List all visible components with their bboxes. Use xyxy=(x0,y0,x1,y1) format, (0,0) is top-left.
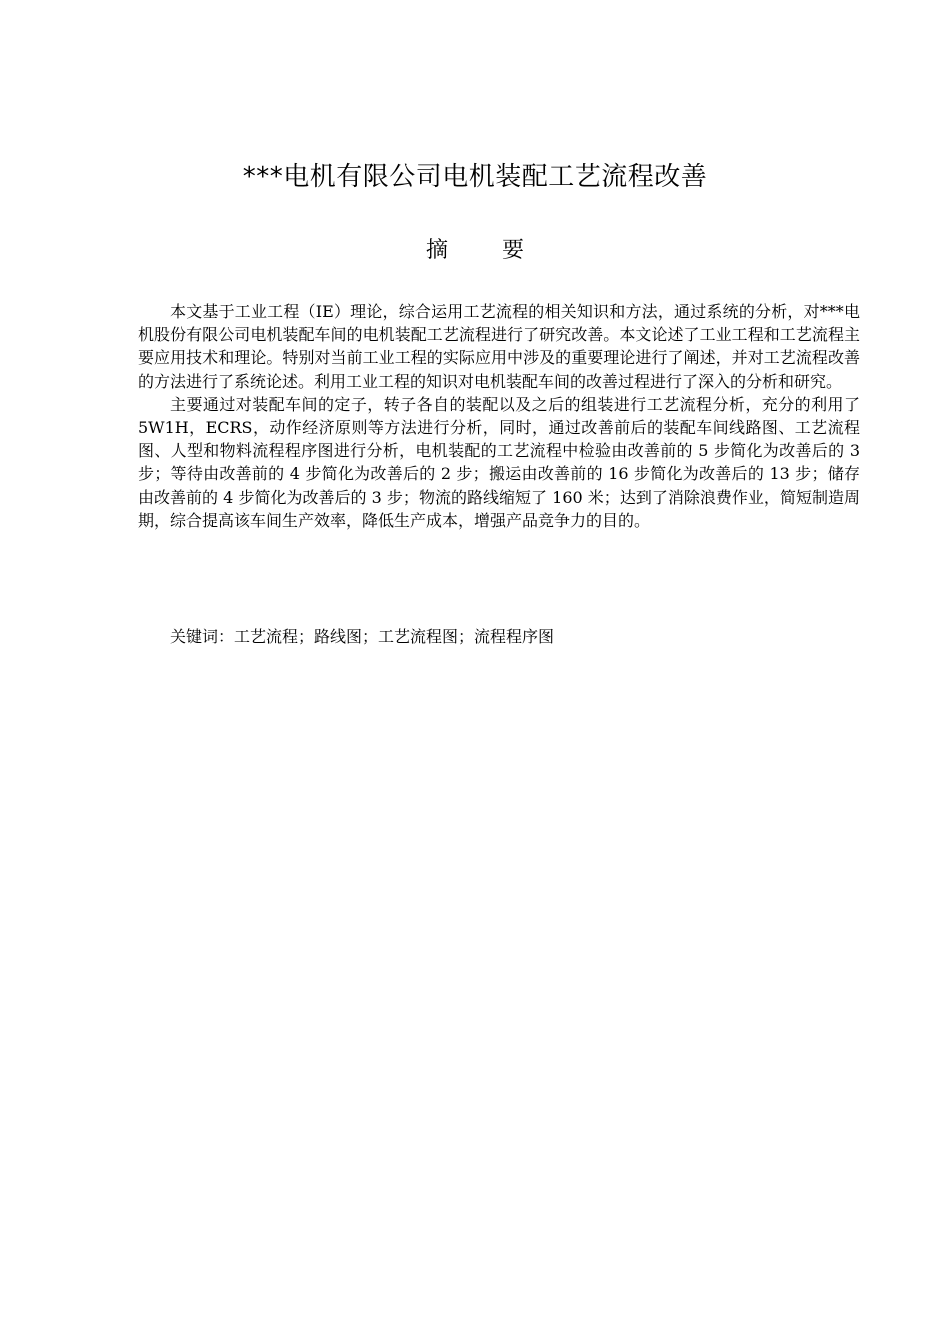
abstract-body xyxy=(138,300,860,532)
abstract-heading-char-1: 摘 xyxy=(425,238,448,263)
abstract-heading xyxy=(0,234,950,268)
keywords-line: 关键词：工艺流程；路线图；工艺流程图；流程程序图 xyxy=(170,627,555,646)
document-title: ***电机有限公司电机装配工艺流程改善 xyxy=(242,162,708,192)
abstract-paragraph-2: 主要通过对装配车间的定子，转子各自的装配以及之后的组装进行工艺流程分析，充分的利用了 5W1H，ECRS，动作经济原则等方法进行分析，同时，通过改善前后的装配车间线路图、工艺流程图、人型和物料流程程序图进行分析，电机装配的工艺流程中检验由改善前的 5 步简化为改善后的 3 步；等待由改善前的 4 步简化为改善后的 2 步；搬运由改善前的 16 步简化为改善后的 13 步；储存由改善前的 4 步简化为改善后的 3 步；物流的路线缩短了 160 米；达到了消除浪费作业，简短制造周期，综合提高该车间生产效率，降低生产成本，增强产品竞争力的目的。 xyxy=(138,394,860,530)
abstract-paragraph-1: 本文基于工业工程（IE）理论，综合运用工艺流程的相关知识和方法，通过系统的分析，对***电机股份有限公司电机装配车间的电机装配工艺流程进行了研究改善。本文论述了工业工程和工艺流程主要应用技术和理论。特别对当前工业工程的实际应用中涉及的重要理论进行了阐述，并对工艺流程改善的方法进行了系统论述。利用工业工程的知识对电机装配车间的改善过程进行了深入的分析和研究。 xyxy=(138,302,860,391)
abstract-heading-char-2: 要 xyxy=(502,238,525,263)
